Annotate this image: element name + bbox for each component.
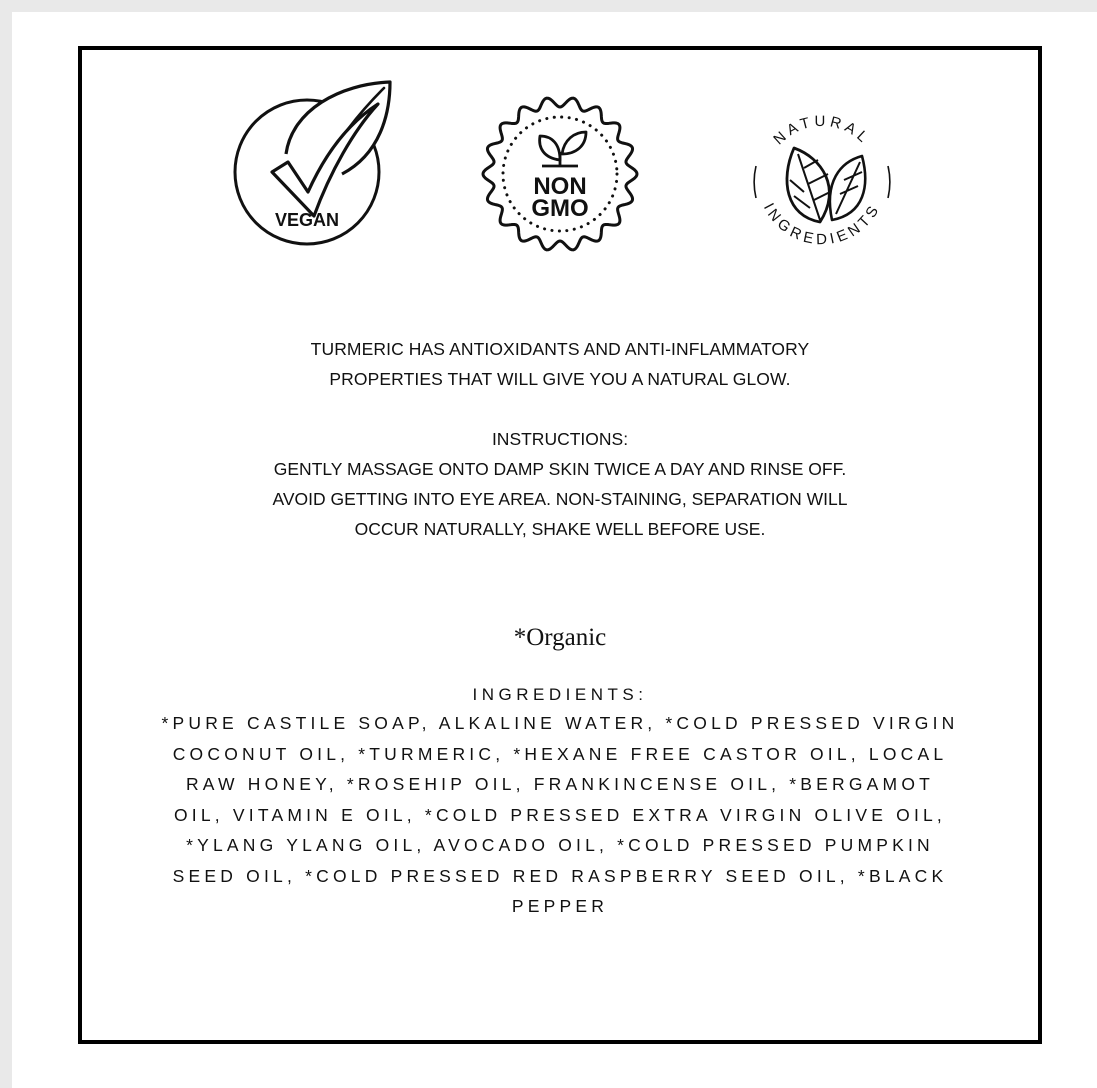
natural-badge-bottom-text: INGREDIENTS: [760, 200, 885, 249]
natural-badge-top-text: NATURAL: [770, 112, 874, 149]
instructions-line: OCCUR NATURALLY, SHAKE WELL BEFORE USE.: [354, 519, 766, 539]
vegan-check-leaf-icon: [230, 74, 400, 244]
natural-leaves-icon: [736, 96, 908, 268]
instructions-line: GENTLY MASSAGE ONTO DAMP SKIN TWICE A DAY AND RINSE OFF.: [273, 459, 847, 479]
benefits-line: PROPERTIES THAT WILL GIVE YOU A NATURAL GLOW.: [329, 369, 791, 389]
organic-note: *Organic: [513, 624, 607, 651]
non-gmo-seal-icon: [478, 92, 642, 256]
benefits-line: TURMERIC HAS ANTIOXIDANTS AND ANTI-INFLAMMATORY: [310, 339, 810, 359]
instructions-heading: INSTRUCTIONS:: [491, 429, 629, 449]
non-gmo-line1: NON: [533, 173, 587, 200]
non-gmo-badge: [478, 92, 642, 256]
instructions-block: [140, 424, 980, 544]
vegan-badge: [230, 74, 400, 244]
benefits-paragraph: [140, 334, 980, 394]
vegan-badge-label: VEGAN: [274, 210, 340, 230]
ingredients-heading: INGREDIENTS:: [472, 685, 648, 704]
svg-text:NATURAL: [770, 113, 874, 148]
non-gmo-line2: GMO: [531, 195, 589, 222]
natural-ingredients-badge: [736, 96, 908, 268]
ingredients-list: *PURE CASTILE SOAP, ALKALINE WATER, *COLD PRESSED VIRGIN COCONUT OIL, *TURMERIC, *HEXANE FREE CASTOR OIL, LOCAL RAW HONEY, *ROSEHIP OIL, FRANKINCENSE OIL, *BERGAMOT OIL, VITAMIN E OIL, *COLD PRESSED EXTRA VIRGIN OLIVE OIL, *YLANG YLANG OIL, AVOCADO OIL, *COLD PRESSED PUMPKIN SEED OIL, *COLD PRESSED RED RASPBERRY SEED OIL, *BLACK PEPPER: [161, 713, 959, 916]
instructions-line: AVOID GETTING INTO EYE AREA. NON-STAINING, SEPARATION WILL: [272, 489, 848, 509]
